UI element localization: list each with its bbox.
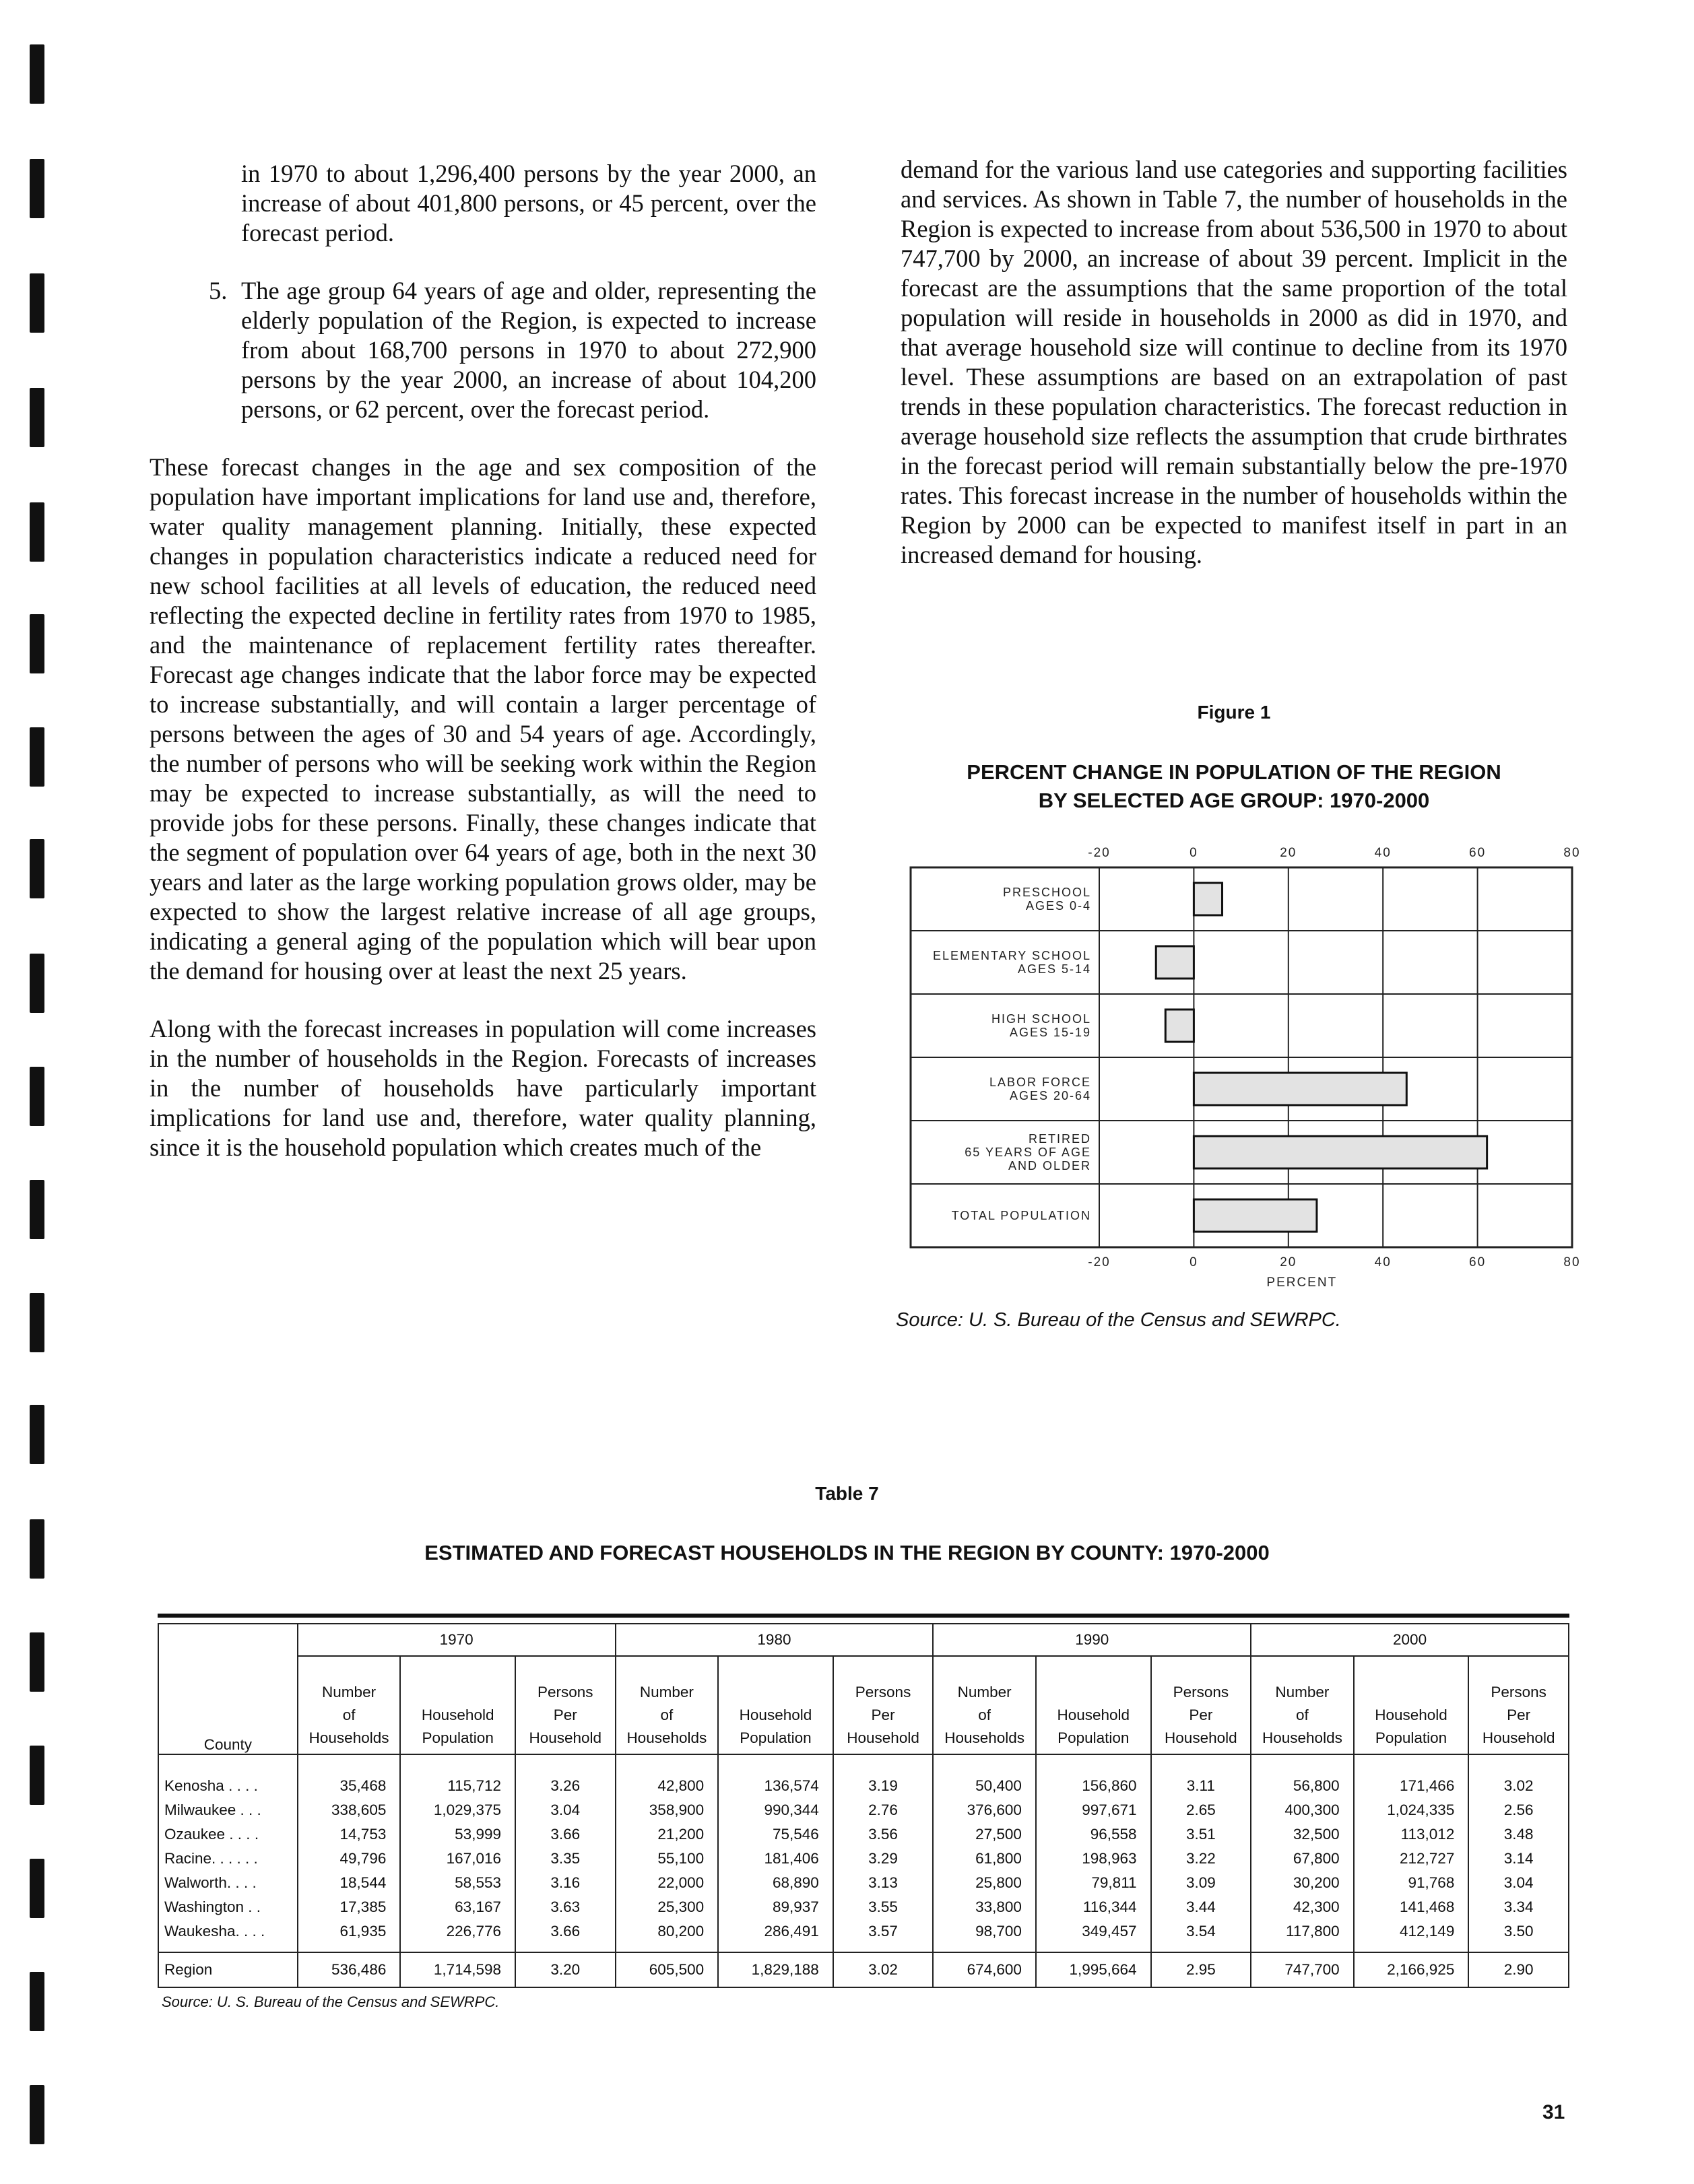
value-cell: 181,406	[718, 1847, 833, 1871]
subheader-row	[158, 1656, 1569, 1754]
page-number: 31	[1542, 2101, 1565, 2123]
punch-hole	[30, 388, 44, 447]
households-table	[158, 1623, 1569, 1988]
punch-hole	[30, 1859, 44, 1918]
value-cell: 286,491	[718, 1919, 833, 1952]
tick-label: 20	[1280, 846, 1297, 860]
county-cell: Kenosha . . . .	[158, 1754, 298, 1798]
table-row	[158, 1895, 1569, 1919]
value-cell: 14,753	[298, 1822, 401, 1847]
category-label: AGES 5-14	[1017, 962, 1091, 976]
value-cell: 3.51	[1151, 1822, 1251, 1847]
subheader-line: Household	[529, 1729, 602, 1746]
subheader-line: Number	[1275, 1684, 1330, 1700]
value-cell: 25,300	[616, 1895, 719, 1919]
value-cell: 79,811	[1036, 1871, 1151, 1895]
category-label: LABOR FORCE	[989, 1076, 1091, 1089]
tick-label: 60	[1469, 846, 1487, 860]
value-cell: 171,466	[1354, 1754, 1469, 1798]
value-cell: 3.63	[515, 1895, 616, 1919]
value-cell: 3.54	[1151, 1919, 1251, 1952]
value-cell: 156,860	[1036, 1754, 1151, 1798]
tick-label: -20	[1088, 846, 1111, 860]
value-cell: 167,016	[400, 1847, 515, 1871]
column-subheader	[400, 1656, 515, 1754]
value-cell: 3.09	[1151, 1871, 1251, 1895]
value-cell: 2.65	[1151, 1798, 1251, 1822]
value-cell: 536,486	[298, 1952, 401, 1987]
value-cell: 21,200	[616, 1822, 719, 1847]
value-cell: 1,029,375	[400, 1798, 515, 1822]
punch-hole	[30, 614, 44, 673]
value-cell: 89,937	[718, 1895, 833, 1919]
paragraph-household-demand: demand for the various land use categories and supporting facilities and services. As shown in Table 7, the number of households in the Region is expected to increase from about 536,500 in 1970 to about 747,700 by 2000, an increase of about 39 percent. Implicit in the forecast are the assumptions that the same proportion of the total population will reside in households in 2000 as did in 1970, and that average household size will continue to decline from its 1970 level. These assumptions are based on an extrapolation of past trends in these population characteristics. The forecast reduction in average household size reflects the assumption that crude birthrates in the forecast period will remain substantially below the pre-1970 rates. This forecast increase in the number of households within the Region by 2000 can be expected to manifest itself in part in an increased demand for housing.	[901, 156, 1567, 568]
value-cell: 3.20	[515, 1952, 616, 1987]
value-cell: 358,900	[616, 1798, 719, 1822]
value-cell: 3.29	[833, 1847, 934, 1871]
value-cell: 1,829,188	[718, 1952, 833, 1987]
table-title: ESTIMATED AND FORECAST HOUSEHOLDS IN THE REGION BY COUNTY: 1970-2000	[424, 1541, 1270, 1564]
value-cell: 2,166,925	[1354, 1952, 1469, 1987]
value-cell: 349,457	[1036, 1919, 1151, 1952]
punch-hole	[30, 159, 44, 218]
subheader-line: Household	[1057, 1707, 1130, 1723]
county-cell: Walworth. . . .	[158, 1871, 298, 1895]
value-cell: 113,012	[1354, 1822, 1469, 1847]
table-top-rule	[158, 1614, 1569, 1618]
value-cell: 35,468	[298, 1754, 401, 1798]
category-label: PRESCHOOL	[1002, 886, 1091, 899]
subheader-line: Persons	[855, 1684, 911, 1700]
bar	[1194, 883, 1222, 915]
table-source: Source: U. S. Bureau of the Census and SEWRPC.	[162, 1993, 500, 2010]
value-cell: 3.04	[515, 1798, 616, 1822]
value-cell: 116,344	[1036, 1895, 1151, 1919]
value-cell: 58,553	[400, 1871, 515, 1895]
subheader-line: Household	[1375, 1707, 1447, 1723]
table-row	[158, 1822, 1569, 1847]
value-cell: 3.34	[1468, 1895, 1569, 1919]
value-cell: 3.19	[833, 1754, 934, 1798]
value-cell: 98,700	[933, 1919, 1036, 1952]
age-group-bar-chart	[896, 835, 1596, 1293]
table-row	[158, 1871, 1569, 1895]
value-cell: 42,300	[1251, 1895, 1354, 1919]
table-total	[158, 1952, 1569, 1987]
value-cell: 3.35	[515, 1847, 616, 1871]
value-cell: 1,995,664	[1036, 1952, 1151, 1987]
subheader-line: Population	[740, 1729, 812, 1746]
tick-label: 80	[1563, 846, 1581, 860]
value-cell: 96,558	[1036, 1822, 1151, 1847]
county-cell: Region	[158, 1952, 298, 1987]
value-cell: 3.11	[1151, 1754, 1251, 1798]
tick-label: 0	[1190, 846, 1198, 860]
punch-hole	[30, 273, 44, 333]
value-cell: 49,796	[298, 1847, 401, 1871]
subheader-line: Per	[1507, 1707, 1531, 1723]
subheader-line: of	[978, 1707, 991, 1723]
punch-hole	[30, 1293, 44, 1352]
punch-hole	[30, 727, 44, 787]
value-cell: 3.26	[515, 1754, 616, 1798]
value-cell: 3.16	[515, 1871, 616, 1895]
value-cell: 32,500	[1251, 1822, 1354, 1847]
year-header: 1990	[933, 1624, 1251, 1656]
punch-hole	[30, 44, 44, 104]
punch-hole	[30, 2085, 44, 2144]
county-cell: Milwaukee . . .	[158, 1798, 298, 1822]
binding-margin	[0, 0, 54, 2184]
table-label: Table 7	[815, 1483, 879, 1504]
category-label: AND OLDER	[1008, 1159, 1091, 1172]
category-label: TOTAL POPULATION	[951, 1209, 1091, 1222]
value-cell: 61,800	[933, 1847, 1036, 1871]
column-subheader	[298, 1656, 401, 1754]
value-cell: 3.02	[1468, 1754, 1569, 1798]
value-cell: 136,574	[718, 1754, 833, 1798]
county-cell: Ozaukee . . . .	[158, 1822, 298, 1847]
value-cell: 3.04	[1468, 1871, 1569, 1895]
value-cell: 376,600	[933, 1798, 1036, 1822]
punch-hole	[30, 1746, 44, 1805]
punch-hole	[30, 1632, 44, 1692]
value-cell: 226,776	[400, 1919, 515, 1952]
category-label: AGES 0-4	[1025, 899, 1091, 913]
value-cell: 67,800	[1251, 1847, 1354, 1871]
value-cell: 412,149	[1354, 1919, 1469, 1952]
subheader-line: Households	[944, 1729, 1025, 1746]
value-cell: 17,385	[298, 1895, 401, 1919]
value-cell: 3.56	[833, 1822, 934, 1847]
bar	[1194, 1073, 1406, 1105]
value-cell: 3.50	[1468, 1919, 1569, 1952]
value-cell: 68,890	[718, 1871, 833, 1895]
subheader-line: Population	[1057, 1729, 1130, 1746]
value-cell: 3.22	[1151, 1847, 1251, 1871]
value-cell: 91,768	[1354, 1871, 1469, 1895]
value-cell: 3.44	[1151, 1895, 1251, 1919]
subheader-line: Households	[626, 1729, 707, 1746]
value-cell: 3.66	[515, 1919, 616, 1952]
value-cell: 2.76	[833, 1798, 934, 1822]
column-subheader	[1251, 1656, 1354, 1754]
bar	[1165, 1010, 1194, 1042]
subheader-line: of	[342, 1707, 356, 1723]
punch-hole	[30, 1180, 44, 1239]
value-cell: 115,712	[400, 1754, 515, 1798]
value-cell: 747,700	[1251, 1952, 1354, 1987]
value-cell: 338,605	[298, 1798, 401, 1822]
punch-hole	[30, 1972, 44, 2031]
year-header: 1980	[616, 1624, 934, 1656]
value-cell: 61,935	[298, 1919, 401, 1952]
subheader-line: Persons	[537, 1684, 593, 1700]
county-cell: Waukesha. . . .	[158, 1919, 298, 1952]
subheader-line: Number	[322, 1684, 377, 1700]
category-label: ELEMENTARY SCHOOL	[932, 949, 1091, 962]
paragraph-households: Along with the forecast increases in population will come increases in the number of households in the Region. Forecasts of increases in the number of households have particularly important implications for land use and, therefore, water quality planning, since it is the household population which creates much of the	[150, 1015, 816, 1161]
value-cell: 18,544	[298, 1871, 401, 1895]
value-cell: 3.02	[833, 1952, 934, 1987]
subheader-line: Persons	[1173, 1684, 1229, 1700]
county-cell: Washington . .	[158, 1895, 298, 1919]
subheader-line: Per	[871, 1707, 895, 1723]
value-cell: 27,500	[933, 1822, 1036, 1847]
column-subheader	[616, 1656, 719, 1754]
column-subheader	[933, 1656, 1036, 1754]
year-header: 2000	[1251, 1624, 1569, 1656]
value-cell: 117,800	[1251, 1919, 1354, 1952]
value-cell: 2.56	[1468, 1798, 1569, 1822]
value-cell: 25,800	[933, 1871, 1036, 1895]
value-cell: 53,999	[400, 1822, 515, 1847]
tick-label: 80	[1563, 1255, 1581, 1269]
value-cell: 3.57	[833, 1919, 934, 1952]
subheader-line: Number	[639, 1684, 694, 1700]
subheader-line: Population	[1375, 1729, 1447, 1746]
figure-title-line1: PERCENT CHANGE IN POPULATION OF THE REGION	[967, 760, 1501, 784]
value-cell: 997,671	[1036, 1798, 1151, 1822]
table-row	[158, 1952, 1569, 1987]
subheader-line: Persons	[1491, 1684, 1546, 1700]
punch-hole	[30, 1405, 44, 1464]
figure-source: Source: U. S. Bureau of the Census and SEWRPC.	[896, 1309, 1341, 1331]
value-cell: 50,400	[933, 1754, 1036, 1798]
subheader-line: Household	[847, 1729, 919, 1746]
subheader-line: Households	[308, 1729, 389, 1746]
value-cell: 30,200	[1251, 1871, 1354, 1895]
value-cell: 198,963	[1036, 1847, 1151, 1871]
value-cell: 42,800	[616, 1754, 719, 1798]
category-label: HIGH SCHOOL	[991, 1012, 1091, 1026]
tick-label: 60	[1469, 1255, 1487, 1269]
value-cell: 674,600	[933, 1952, 1036, 1987]
value-cell: 80,200	[616, 1919, 719, 1952]
value-cell: 22,000	[616, 1871, 719, 1895]
bar	[1156, 946, 1194, 979]
value-cell: 55,100	[616, 1847, 719, 1871]
paragraph-implications: These forecast changes in the age and sex composition of the population have important implications for land use and, therefore, water quality management planning. Initially, these expected changes in population characteristics indicate a reduced need for new school facilities at all levels of education, the reduced need reflecting the expected decline in fertility rates from 1970 to 1985, and the maintenance of replacement fertility rates thereafter. Forecast age changes indicate that the labor force may be expected to increase substantially, and will contain a larger percentage of persons between the ages of 30 and 54 years of age. Accordingly, the number of persons who will be seeking work within the Region may be expected to increase substantially, as will the need to provide jobs for these persons. Finally, these changes indicate that the segment of population over 64 years of age, both in the next 30 years and later as the large working population grows older, may be expected to show the largest relative increase of all age groups, indicating a general aging of the population which will bear upon the demand for housing over at least the next 25 years.	[150, 453, 816, 985]
column-subheader	[515, 1656, 616, 1754]
subheader-line: Per	[1189, 1707, 1213, 1723]
right-text-column	[901, 155, 1567, 598]
category-label: 65 YEARS OF AGE	[965, 1146, 1091, 1159]
figure-title-line2: BY SELECTED AGE GROUP: 1970-2000	[1038, 789, 1430, 812]
value-cell: 1,714,598	[400, 1952, 515, 1987]
tick-label: 20	[1280, 1255, 1297, 1269]
subheader-line: Household	[1482, 1729, 1555, 1746]
value-cell: 56,800	[1251, 1754, 1354, 1798]
punch-hole	[30, 1067, 44, 1126]
table-row	[158, 1919, 1569, 1952]
category-label: RETIRED	[1028, 1132, 1091, 1146]
value-cell: 2.95	[1151, 1952, 1251, 1987]
subheader-line: of	[1296, 1707, 1309, 1723]
list-text: The age group 64 years of age and older, representing the elderly population of the Region, is expected to increase from about 168,700 persons in 1970 to about 272,900 persons by the year 2000, an increase of about 104,200 persons, or 62 percent, over the forecast period.	[241, 277, 816, 423]
tick-label: 40	[1374, 846, 1392, 860]
punch-hole	[30, 502, 44, 562]
subheader-line: Household	[739, 1707, 812, 1723]
subheader-line: Households	[1262, 1729, 1342, 1746]
column-subheader	[1354, 1656, 1469, 1754]
table-row	[158, 1847, 1569, 1871]
value-cell: 3.48	[1468, 1822, 1569, 1847]
county-cell: Racine. . . . . .	[158, 1847, 298, 1871]
column-subheader	[833, 1656, 934, 1754]
list-item-5	[150, 276, 816, 424]
column-subheader	[1036, 1656, 1151, 1754]
value-cell: 3.13	[833, 1871, 934, 1895]
value-cell: 33,800	[933, 1895, 1036, 1919]
column-subheader	[1151, 1656, 1251, 1754]
table-body	[158, 1754, 1569, 1952]
category-label: AGES 15-19	[1009, 1026, 1091, 1039]
county-header: County	[158, 1624, 298, 1754]
value-cell: 1,024,335	[1354, 1798, 1469, 1822]
value-cell: 3.66	[515, 1822, 616, 1847]
punch-hole	[30, 954, 44, 1013]
tick-label: 40	[1374, 1255, 1392, 1269]
tick-label: 0	[1190, 1255, 1198, 1269]
bar	[1194, 1136, 1487, 1168]
subheader-line: Household	[1165, 1729, 1237, 1746]
year-header: 1970	[298, 1624, 616, 1656]
value-cell: 141,468	[1354, 1895, 1469, 1919]
value-cell: 990,344	[718, 1798, 833, 1822]
value-cell: 2.90	[1468, 1952, 1569, 1987]
left-text-column	[150, 159, 816, 1191]
subheader-line: Population	[422, 1729, 494, 1746]
subheader-line: Number	[957, 1684, 1012, 1700]
bar	[1194, 1199, 1317, 1232]
value-cell: 63,167	[400, 1895, 515, 1919]
tick-label: -20	[1088, 1255, 1111, 1269]
subheader-line: Household	[421, 1707, 494, 1723]
category-label: AGES 20-64	[1009, 1089, 1091, 1102]
figure-label: Figure 1	[1197, 702, 1271, 723]
subheader-line: Per	[553, 1707, 577, 1723]
value-cell: 605,500	[616, 1952, 719, 1987]
figure-title	[901, 758, 1567, 815]
table-row	[158, 1798, 1569, 1822]
value-cell: 400,300	[1251, 1798, 1354, 1822]
value-cell: 3.55	[833, 1895, 934, 1919]
value-cell: 212,727	[1354, 1847, 1469, 1871]
x-axis-label: PERCENT	[1266, 1276, 1338, 1290]
column-subheader	[718, 1656, 833, 1754]
table-row	[158, 1754, 1569, 1798]
value-cell: 75,546	[718, 1822, 833, 1847]
punch-hole	[30, 839, 44, 898]
column-subheader	[1468, 1656, 1569, 1754]
subheader-line: of	[660, 1707, 674, 1723]
list-number: 5.	[209, 277, 228, 304]
value-cell: 3.14	[1468, 1847, 1569, 1871]
paragraph-continuation: in 1970 to about 1,296,400 persons by the year 2000, an increase of about 401,800 persons, or 45 percent, over the forecast period.	[241, 160, 816, 246]
